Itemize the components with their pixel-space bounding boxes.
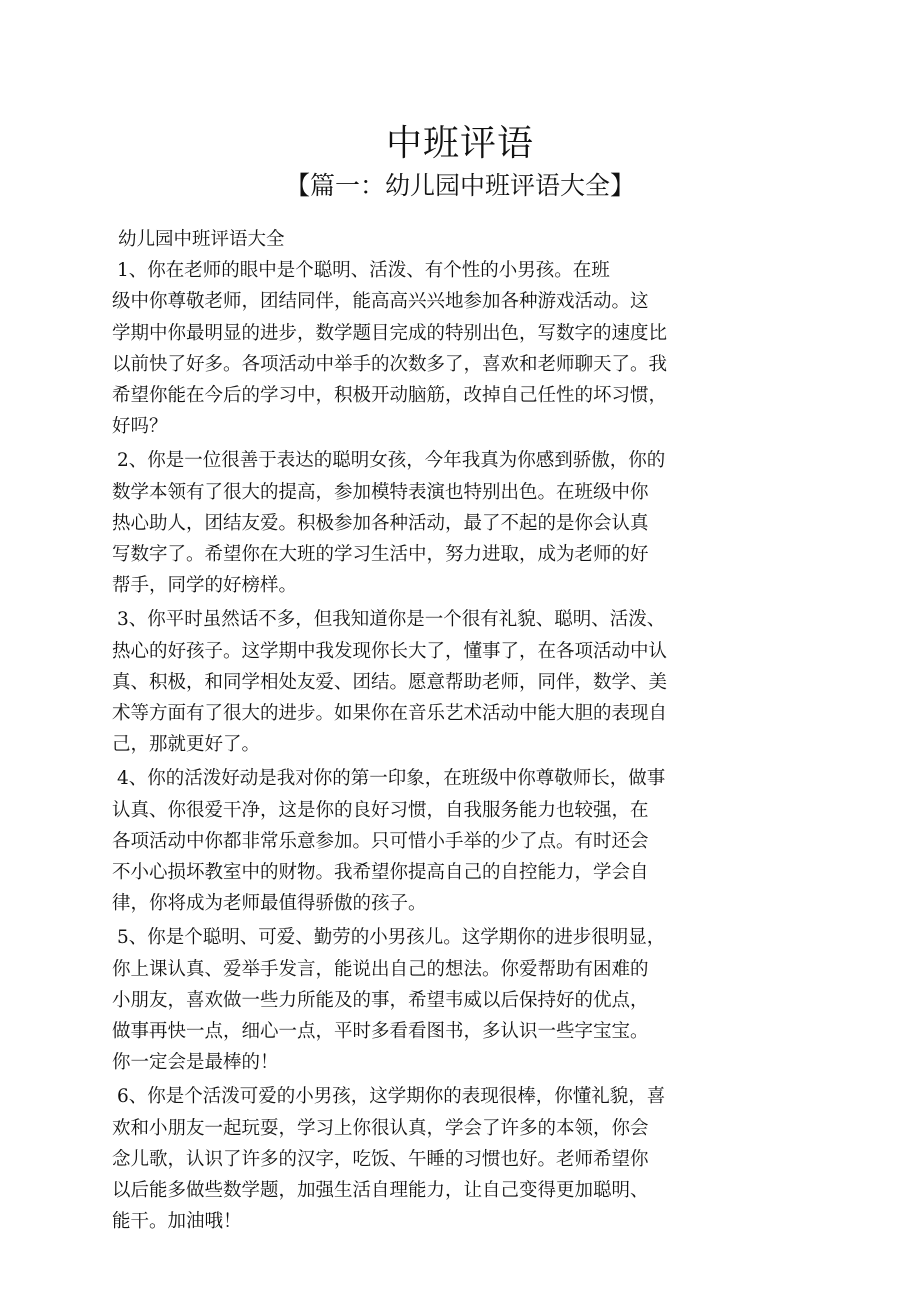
comment-line: 热心助人，团结友爱。积极参加各种活动，最了不起的是你会认真 — [112, 512, 649, 534]
comment-line: 欢和小朋友一起玩耍，学习上你很认真，学会了许多的本领，你会 — [112, 1117, 649, 1139]
comment-line: 热心的好孩子。这学期中我发现你长大了，懂事了，在各项活动中认 — [112, 640, 668, 662]
comment-line: 级中你尊敬老师，团结同伴，能高高兴兴地参加各种游戏活动。这 — [112, 291, 649, 313]
comment-line: 学期中你最明显的进步，数学题目完成的特别出色，写数字的速度比 — [112, 322, 668, 344]
comment-line: 你上课认真、爱举手发言，能说出自己的想法。你爱帮助有困难的 — [112, 958, 649, 980]
comment-line: 4、你的活泼好动是我对你的第一印象，在班级中你尊敬师长，做事 — [117, 768, 666, 790]
comment-line: 做事再快一点，细心一点，平时多看看图书，多认识一些字宝宝。 — [112, 1021, 649, 1043]
comment-line: 2、你是一位很善于表达的聪明女孩，今年我真为你感到骄傲，你的 — [117, 450, 666, 472]
comment-line: 不小心损坏教室中的财物。我希望你提高自己的自控能力，学会自 — [112, 862, 649, 884]
comment-line: 3、你平时虽然话不多，但我知道你是一个很有礼貌、聪明、活泼、 — [117, 609, 666, 631]
comment-line: 6、你是个活泼可爱的小男孩，这学期你的表现很棒，你懂礼貌，喜 — [117, 1086, 666, 1108]
comment-item — [112, 445, 762, 601]
comment-line: 律，你将成为老师最值得骄傲的孩子。 — [112, 893, 427, 915]
comment-line: 写数字了。希望你在大班的学习生活中，努力进取，成为老师的好 — [112, 544, 649, 566]
comment-item — [112, 763, 762, 919]
comment-line: 术等方面有了很大的进步。如果你在音乐艺术活动中能大胆的表现自 — [112, 703, 668, 725]
document-body — [112, 224, 762, 1241]
comment-line: 希望你能在今后的学习中，积极开动脑筋，改掉自己任性的坏习惯， — [112, 385, 668, 407]
comment-item — [112, 604, 762, 760]
comment-line: 数学本领有了很大的提高，参加模特表演也特别出色。在班级中你 — [112, 481, 649, 503]
comment-line: 帮手，同学的好榜样。 — [112, 575, 298, 597]
comment-line: 好吗？ — [112, 416, 168, 438]
document-title: 中班评语 — [385, 123, 534, 164]
comment-item — [112, 922, 762, 1078]
comment-line: 以后能多做些数学题，加强生活自理能力，让自己变得更加聪明、 — [112, 1180, 649, 1202]
comment-line: 以前快了好多。各项活动中举手的次数多了，喜欢和老师聊天了。我 — [112, 353, 668, 375]
comment-item — [112, 1081, 762, 1237]
comment-list — [112, 255, 762, 1237]
comment-line: 己，那就更好了。 — [112, 734, 261, 756]
comment-line: 认真、你很爱干净，这是你的良好习惯，自我服务能力也较强，在 — [112, 799, 649, 821]
comment-item — [112, 255, 762, 442]
comment-line: 1、你在老师的眼中是个聪明、活泼、有个性的小男孩。在班 — [117, 260, 610, 282]
comment-line: 真、积极，和同学相处友爱、团结。愿意帮助老师，同伴，数学、美 — [112, 671, 668, 693]
comment-line: 5、你是个聪明、可爱、勤劳的小男孩儿。这学期你的进步很明显， — [117, 927, 666, 949]
comment-line: 各项活动中你都非常乐意参加。只可惜小手举的少了点。有时还会 — [112, 830, 649, 852]
comment-line: 你一定会是最棒的！ — [112, 1052, 279, 1074]
section-heading: 幼儿园中班评语大全 — [118, 229, 285, 250]
comment-line: 能干。加油哦！ — [112, 1211, 242, 1233]
comment-line: 念儿歌，认识了许多的汉字，吃饭、午睡的习惯也好。老师希望你 — [112, 1148, 649, 1170]
comment-line: 小朋友，喜欢做一些力所能及的事，希望韦威以后保持好的优点， — [112, 989, 649, 1011]
document-subtitle: 【篇一：幼儿园中班评语大全】 — [284, 171, 635, 200]
